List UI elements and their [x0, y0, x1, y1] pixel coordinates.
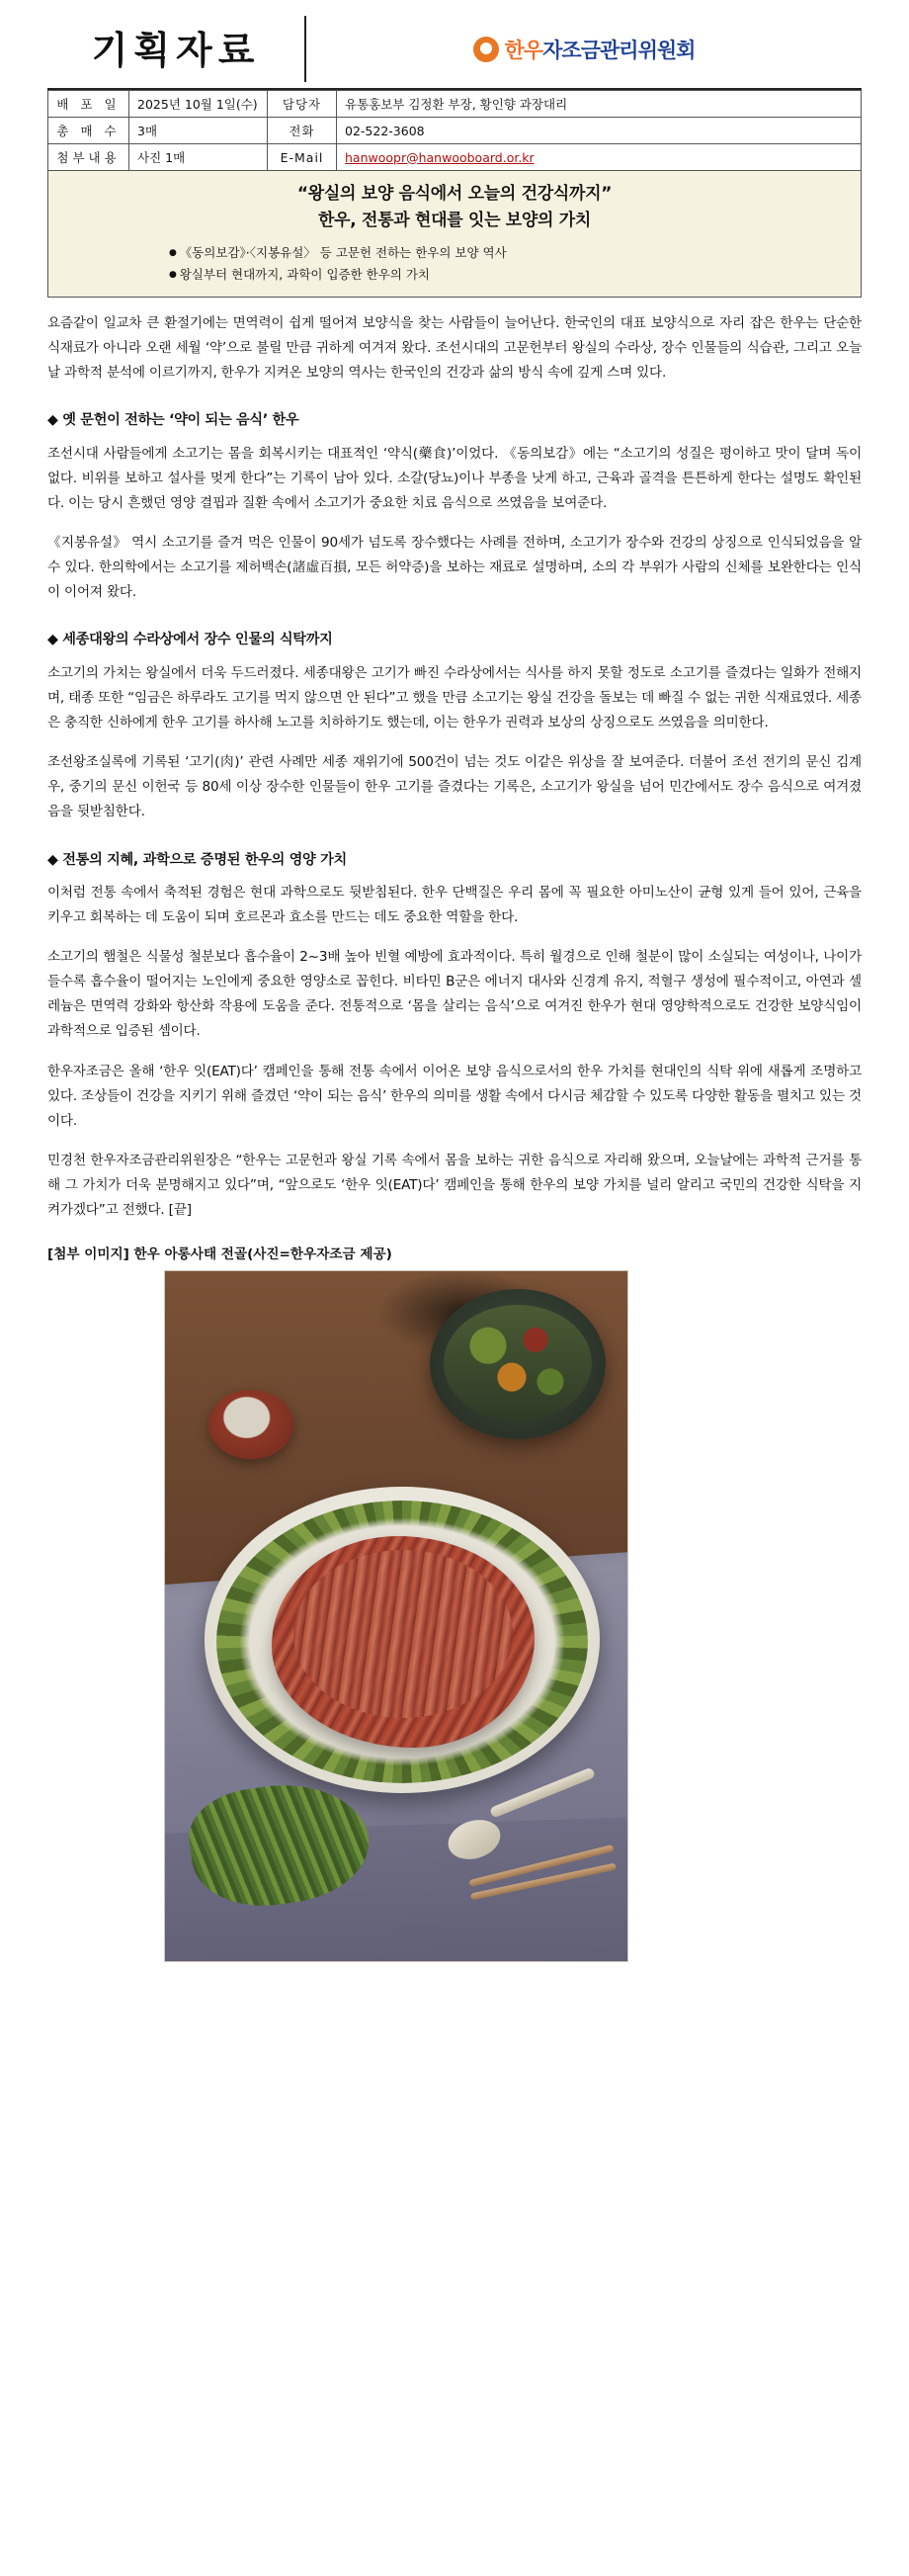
lead-paragraph: 요즘같이 일교차 큰 환절기에는 면역력이 쉽게 떨어져 보양식을 찾는 사람들이 늘어난다. 한국인의 대표 보양식으로 자리 잡은 한우는 단순한 식재료가 아니라 오랜 세월 ‘약’으로 불릴 만큼 귀하게 여겨져 왔다. 조선시대의 고문헌부터 왕실의 수라상, 장수 인물들의 식습관, 그리고 오늘날 과학적 분석에 이르기까지, 한우가 지켜온 보양의 역사는 한국인의 건강과 삶의 방식 속에 깊게 스며 있다. — [47, 314, 862, 382]
section-heading-1: ◆ 옛 문헌이 전하는 ‘약이 되는 음식’ 한우 — [47, 407, 862, 433]
document-header — [47, 14, 862, 90]
headline-bullet-list — [62, 242, 847, 285]
meta-label-phone: 전화 — [268, 118, 337, 144]
headline-line-1: “왕실의 보양 음식에서 오늘의 건강식까지” — [296, 184, 613, 204]
section-1-paragraph-2: 《지봉유설》 역시 소고기를 즐겨 먹은 인물이 90세가 넘도록 장수했다는 사례를 전하며, 소고기가 장수와 건강의 상징으로 인식되었음을 알 수 있다. 한의학에서는 소고기를 제허백손(諸虛百損, 모든 허약증)을 보하는 재료로 설명하며, 소의 각 부위가 사람의 신체를 보완한다는 인식이 이어져 왔다. — [47, 534, 862, 601]
section-3-paragraph-2: 소고기의 햄철은 식물성 철분보다 흡수율이 2~3배 높아 빈혈 예방에 효과적이다. 특히 월경으로 인해 철분이 많이 소실되는 여성이나, 나이가 들수록 흡수율이 떨어지는 노인에게 중요한 영양소로 꼽힌다. 비타민 B군은 에너지 대사와 신경계 유지, 적혈구 생성에 필수적이고, 아연과 셀레늄은 면역력 강화와 항산화 작용에 도움을 준다. 전통적으로 ‘몸을 살리는 음식’으로 여겨진 한우가 현대 영양학적으로도 건강한 보양식임이 과학적으로 입증된 셈이다. — [47, 949, 862, 1040]
article-body — [47, 311, 862, 1224]
logo-text: 한우자조금관리위원회 — [504, 38, 696, 62]
photo-sauce-dish — [208, 1390, 293, 1459]
cow-logo-icon — [473, 37, 499, 62]
meta-value-release-date: 2025년 10월 1일(수) — [129, 91, 268, 118]
table-row — [48, 118, 862, 144]
email-link[interactable]: hanwoopr@hanwooboard.or.kr — [345, 149, 535, 165]
attachment-photo — [164, 1270, 628, 1962]
organization-logo — [306, 14, 862, 84]
headline-line-2: 한우, 전통과 현대를 잇는 보양의 가치 — [317, 211, 592, 231]
meta-value-phone: 02-522-3608 — [337, 118, 862, 144]
meta-label-attachment: 첨부내용 — [48, 144, 129, 171]
section-2-paragraph-1: 소고기의 가치는 왕실에서 더욱 두드러졌다. 세종대왕은 고기가 빠진 수라상에서는 식사를 하지 못할 정도로 소고기를 즐겼다는 일화가 전해지며, 태종 또한 “임금은 하루라도 고기를 먹지 않으면 안 된다”고 했을 만큼 소고기는 왕실 건강을 돌보는 데 빠질 수 없는 귀한 식재료였다. 세종은 충직한 신하에게 한우 고기를 하사해 노고를 치하하기도 했는데, 이는 한우가 권력과 보상의 상징으로도 쓰였음을 의미한다. — [47, 664, 862, 730]
meta-label-email: E-Mail — [268, 144, 337, 171]
meta-value-email — [337, 144, 862, 171]
section-3-paragraph-3: 한우자조금은 올해 ‘한우 잇(EAT)다’ 캠페인을 통해 전통 속에서 이어온 보양 음식으로서의 한우 가치를 현대인의 식탁 위에 새롭게 조명하고 있다. 조상들이 건강을 지키기 위해 즐겼던 ‘약이 되는 음식’ 한우의 의미를 생활 속에서 다시금 체감할 수 있도록 다양한 활동을 펼치고 있는 것이다. — [47, 1063, 862, 1129]
section-heading-2: ◆ 세종대왕의 수라상에서 장수 인물의 식탁까지 — [47, 627, 862, 652]
table-row — [48, 91, 862, 118]
section-2-paragraph-2: 조선왕조실록에 기록된 ‘고기(肉)’ 관련 사례만 세종 재위기에 500건이 넘는 것도 이같은 위상을 잘 보여준다. 더불어 조선 전기의 문신 김계우, 중기의 문신 이헌국 등 80세 이상 장수한 인물들이 한우 고기를 즐겼다는 기록은, 소고기가 왕실을 넘어 민간에서도 장수 음식으로 여겨졌음을 뒷받침한다. — [47, 754, 862, 820]
photo-beef-pile — [272, 1536, 535, 1748]
section-3-paragraph-4: 민경천 한우자조금관리위원장은 “한우는 고문헌과 왕실 기록 속에서 몸을 보하는 귀한 음식으로 자리해 왔으며, 오늘날에는 과학적 근거를 통해 그 가치가 더욱 분명해지고 있다”며, “앞으로도 ‘한우 잇(EAT)다’ 캠페인을 통해 한우의 보양 가치를 널리 알리고 국민의 건강한 식탁을 지켜가겠다”고 전했다. [끝] — [47, 1153, 862, 1219]
attachment-caption: [첨부 이미지] 한우 아롱사태 전골(사진=한우자조금 제공) — [47, 1246, 392, 1263]
list-item: ● 왕실부터 현대까지, 과학이 입증한 한우의 가치 — [169, 264, 847, 285]
meta-table — [47, 90, 862, 171]
section-3-paragraph-1: 이처럼 전통 속에서 축적된 경험은 현대 과학으로도 뒷받침된다. 한우 단백질은 우리 몸에 꼭 필요한 아미노산이 균형 있게 들어 있어, 근육을 키우고 회복하는 데 도움이 되며 호르몬과 효소를 만드는 데도 중요한 역할을 한다. — [47, 884, 862, 925]
meta-value-contact: 유통홍보부 김정환 부장, 황인향 과장대리 — [337, 91, 862, 118]
meta-label-page-count: 총 매 수 — [48, 118, 129, 144]
meta-value-page-count: 3매 — [129, 118, 268, 144]
meta-value-attachment: 사진 1매 — [129, 144, 268, 171]
meta-label-contact: 담당자 — [268, 91, 337, 118]
section-heading-3: ◆ 전통의 지혜, 과학으로 증명된 한우의 영양 가치 — [47, 847, 862, 873]
meta-label-release-date: 배 포 일 — [48, 91, 129, 118]
photo-side-bowl — [430, 1289, 606, 1439]
section-1-paragraph-1: 조선시대 사람들에게 소고기는 몸을 회복시키는 대표적인 ‘약식(藥食)’이었다. 《동의보감》에는 “소고기의 성질은 평이하고 맛이 달며 독이 없다. 비위를 보하고 설사를 멎게 한다”는 기록이 남아 있다. 소갈(당뇨)이나 부종을 낫게 하고, 근육과 골격을 튼튼하게 한다는 설명도 확인된다. 이는 당시 흔했던 영양 결핍과 질환 속에서 소고기가 중요한 치료 음식으로 쓰였음을 보여준다. — [47, 445, 862, 511]
headline-box — [47, 171, 862, 298]
list-item: ● 《동의보감》·〈지봉유설〉 등 고문헌 전하는 한우의 보양 역사 — [169, 242, 847, 263]
photo-hanwoo-hotpot — [165, 1271, 627, 1961]
document-type-title: 기획자료 — [91, 29, 261, 72]
table-row — [48, 144, 862, 171]
